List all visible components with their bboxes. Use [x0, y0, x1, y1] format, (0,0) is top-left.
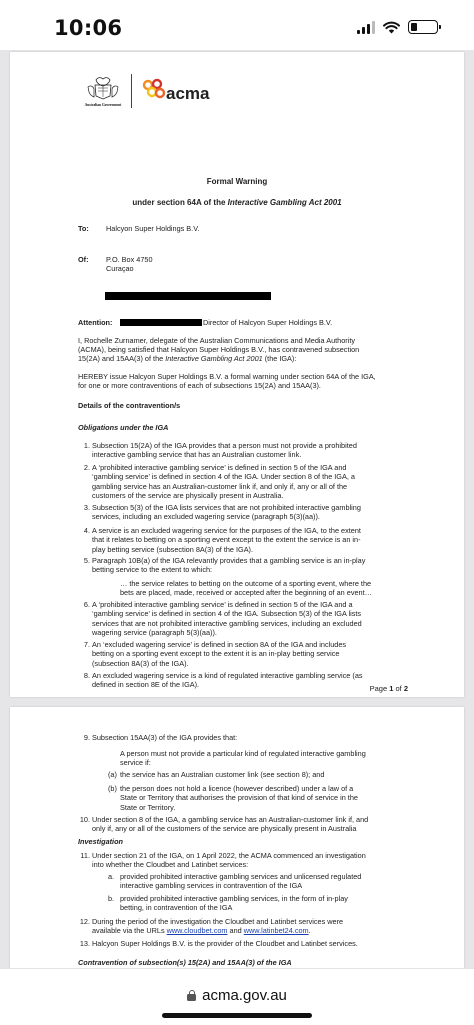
sub-item — [108, 784, 402, 812]
intro-line: (ACMA), being satisfied that Halcyon Super Holdings B.V., has contravened subsection — [78, 345, 360, 354]
item-line: A ‘prohibited interactive gambling service’ is defined in section 5 of the IGA and — [92, 463, 347, 472]
item-line: (subsection 8A(3) of the IGA). — [92, 658, 189, 668]
status-time: 10:06 — [54, 16, 123, 40]
wifi-icon — [383, 21, 400, 34]
sub-label: (a) — [108, 770, 117, 779]
item-number: 7. — [83, 640, 90, 649]
item-line: gambling service has an Australian-customer link if, and only if, any or all of the — [92, 481, 348, 491]
item-number: 3. — [83, 503, 90, 512]
item-number: 8. — [83, 671, 90, 680]
item-line: ‘gambling service’ is defined in section 4 of the IGA. Subsection 5(3) of the IGA lists — [92, 609, 362, 619]
sub-label: b. — [108, 894, 115, 903]
page-total: 2 — [403, 684, 408, 693]
item-text: . — [308, 926, 311, 936]
list-item — [83, 526, 402, 554]
to-value: Halcyon Super Holdings B.V. — [106, 224, 200, 233]
list-item — [83, 503, 402, 522]
sub-item — [108, 894, 402, 913]
redaction-bar — [105, 292, 271, 300]
page-of: of — [393, 684, 404, 693]
item-number: 5. — [83, 556, 90, 565]
of-address-line2: Curaçao — [106, 264, 134, 273]
sub-line: provided prohibited interactive gambling services and unlicensed regulated — [120, 872, 362, 881]
item-line: services that are not prohibited interactive gambling services, including an excluded — [92, 618, 362, 628]
sub-line: the service has an Australian customer link (see section 8); and — [120, 770, 325, 779]
item-line: only if, any or all of the customers of the service are physically present in Australia — [92, 824, 357, 834]
item-line: A service is an excluded wagering service for the purposes of the IGA, to the extent — [92, 526, 361, 535]
item-line: betting service to the extent to which: — [92, 565, 213, 575]
investigation-heading: Investigation — [78, 837, 124, 846]
acma-wordmark: acma — [166, 84, 210, 103]
logo-divider — [131, 74, 132, 108]
item-line: Subsection 5(3) of the IGA lists services that are not prohibited interactive gambling — [92, 503, 361, 512]
australian-government-crest-logo — [80, 76, 126, 108]
item-line: Halcyon Super Holdings B.V. is the provider of the Cloudbet and Latinbet services. — [92, 939, 358, 948]
cellular-signal-icon — [357, 21, 375, 34]
quote-line: service if: — [120, 758, 151, 768]
sub-label: a. — [108, 872, 115, 881]
item-line: During the period of the investigation the Cloudbet and Latinbet services were — [92, 917, 344, 926]
subtitle-prefix: under section 64A of the — [132, 198, 228, 207]
document-subtitle — [10, 198, 464, 207]
list-item — [83, 441, 402, 460]
document-viewport[interactable] — [0, 50, 474, 968]
item-line: Subsection 15AA(3) of the IGA provides that: — [92, 733, 238, 742]
page-number — [370, 684, 408, 693]
page-current: 1 — [389, 684, 394, 693]
battery-icon — [408, 20, 438, 34]
item-line: Under section 21 of the IGA, on 1 April 2022, the ACMA commenced an investigation — [92, 851, 366, 860]
hereby-line: for one or more contraventions of each of subsections 15(2A) and 15AA(3). — [78, 381, 321, 390]
crest-caption: Australian Government — [84, 103, 122, 107]
list-item — [83, 640, 402, 668]
sub-line: the person does not hold a licence (however described) under a law of a — [120, 784, 354, 793]
item-text: and — [227, 926, 244, 936]
item-number: 1. — [83, 441, 90, 450]
list-item — [80, 851, 402, 870]
item-line: ‘gambling service’ is defined in section 4 of the IGA. Under section 8 of the IGA, a — [92, 472, 355, 482]
intro-text: (the IGA): — [262, 354, 297, 363]
document-page-1 — [10, 52, 464, 697]
list-item — [83, 671, 363, 690]
sub-line: State or Territory that authorises the provision of that kind of service in the — [120, 793, 358, 803]
status-icons — [357, 20, 438, 34]
item-line: Subsection 15(2A) of the IGA provides that a person must not provide a prohibited — [92, 441, 357, 450]
item-line: customers of the service are physically present in Australia. — [92, 491, 284, 501]
item-number: 6. — [83, 600, 90, 609]
cloudbet-link[interactable]: www.cloudbet.com — [166, 926, 228, 936]
attention-label: Attention: — [78, 318, 113, 327]
quoted-provision — [120, 749, 402, 768]
item-number: 9. — [83, 733, 90, 742]
url-display[interactable] — [0, 987, 474, 1004]
item-line: play betting service (subsection 8A(3) of the IGA). — [92, 544, 254, 554]
item-line: Paragraph 10B(a) of the IGA relevantly provides that a gambling service is an in-play — [92, 556, 366, 565]
item-number: 2. — [83, 463, 90, 472]
item-line: An ‘excluded wagering service’ is defined in section 8A of the IGA and includes — [92, 640, 347, 649]
sub-line: interactive gambling services in contravention of the IGA — [120, 881, 303, 891]
item-line — [92, 926, 402, 935]
page-prefix: Page — [369, 684, 390, 693]
sub-line: State or Territory. — [120, 802, 176, 812]
of-label: Of: — [78, 255, 89, 264]
item-line: defined in section 8E of the IGA). — [92, 680, 200, 690]
acma-logo — [138, 76, 226, 106]
intro-act: Interactive Gambling Act 2001 — [165, 354, 263, 363]
quoted-provision — [120, 579, 402, 598]
attention-value: Director of Halcyon Super Holdings B.V. — [203, 318, 333, 327]
url-text: acma.gov.au — [202, 987, 287, 1004]
document-title: Formal Warning — [206, 177, 268, 186]
sub-line: provided prohibited interactive gambling services, in the form of in-play — [120, 894, 348, 903]
item-line: into whether the Cloudbet and Latinbet services: — [92, 860, 249, 870]
status-bar — [0, 0, 474, 50]
quote-line: … the service relates to betting on the outcome of a sporting event, where the — [120, 579, 372, 588]
list-item — [83, 463, 402, 501]
quote-line: bets are placed, made, received or accepted after the beginning of an event… — [120, 588, 372, 598]
item-line: An excluded wagering service is a kind of regulated interactive gambling service (as — [92, 671, 363, 680]
list-item — [83, 600, 402, 638]
to-label: To: — [78, 224, 89, 233]
item-number: 13. — [79, 939, 90, 948]
item-line: A ‘prohibited interactive gambling service’ is defined in section 5 of the IGA and a — [92, 600, 353, 609]
quote-line: A person must not provide a particular kind of regulated interactive gambling — [120, 749, 366, 758]
intro-line: I, Rochelle Zurnamer, delegate of the Australian Communications and Media Authority — [78, 336, 356, 345]
list-item — [83, 556, 402, 575]
sub-label: (b) — [108, 784, 117, 793]
item-text: available via the URLs — [92, 926, 167, 936]
list-item — [83, 733, 402, 742]
hereby-line: HEREBY issue Halcyon Super Holdings B.V. a formal warning under section 64A of the IGA, — [78, 372, 376, 381]
item-line: services, including an excluded wagering service (paragraph 5(3)(aa)). — [92, 512, 320, 522]
item-line: that it relates to betting on a sporting event except to the extent the service is an in- — [92, 535, 361, 545]
redaction-bar — [120, 319, 202, 326]
item-line: betting on a sporting event except to the extent it is an in-play betting service — [92, 649, 340, 659]
item-line: interactive gambling service that has an Australian customer link. — [92, 450, 302, 460]
item-number: 10. — [79, 815, 90, 824]
item-number: 4. — [83, 526, 90, 535]
intro-line — [78, 354, 296, 363]
latinbet-link[interactable]: www.latinbet24.com — [243, 926, 309, 936]
item-line: wagering service (paragraph 5(3)(aa)). — [92, 628, 217, 638]
list-item — [79, 917, 402, 936]
home-indicator[interactable] — [162, 1013, 312, 1018]
details-heading: Details of the contravention/s — [78, 401, 181, 410]
list-item — [79, 815, 402, 834]
item-line: Under section 8 of the IGA, a gambling service has an Australian-customer link if, and — [92, 815, 369, 824]
contravention-heading: Contravention of subsection(s) 15(2A) and 15AA(3) of the IGA — [78, 958, 292, 967]
obligations-heading: Obligations under the IGA — [78, 423, 169, 432]
item-number: 12. — [79, 917, 90, 926]
sub-line: betting, in contravention of the IGA — [120, 903, 233, 913]
document-page-2 — [10, 707, 464, 968]
of-address-line1: P.O. Box 4750 — [106, 255, 153, 264]
sub-item — [108, 770, 402, 779]
item-number: 11. — [80, 851, 90, 860]
list-item — [79, 939, 402, 948]
intro-text: 15(2A) and 15AA(3) of the — [78, 354, 166, 363]
sub-item — [108, 872, 402, 891]
lock-icon — [187, 990, 196, 1001]
subtitle-act: Interactive Gambling Act 2001 — [227, 198, 342, 207]
